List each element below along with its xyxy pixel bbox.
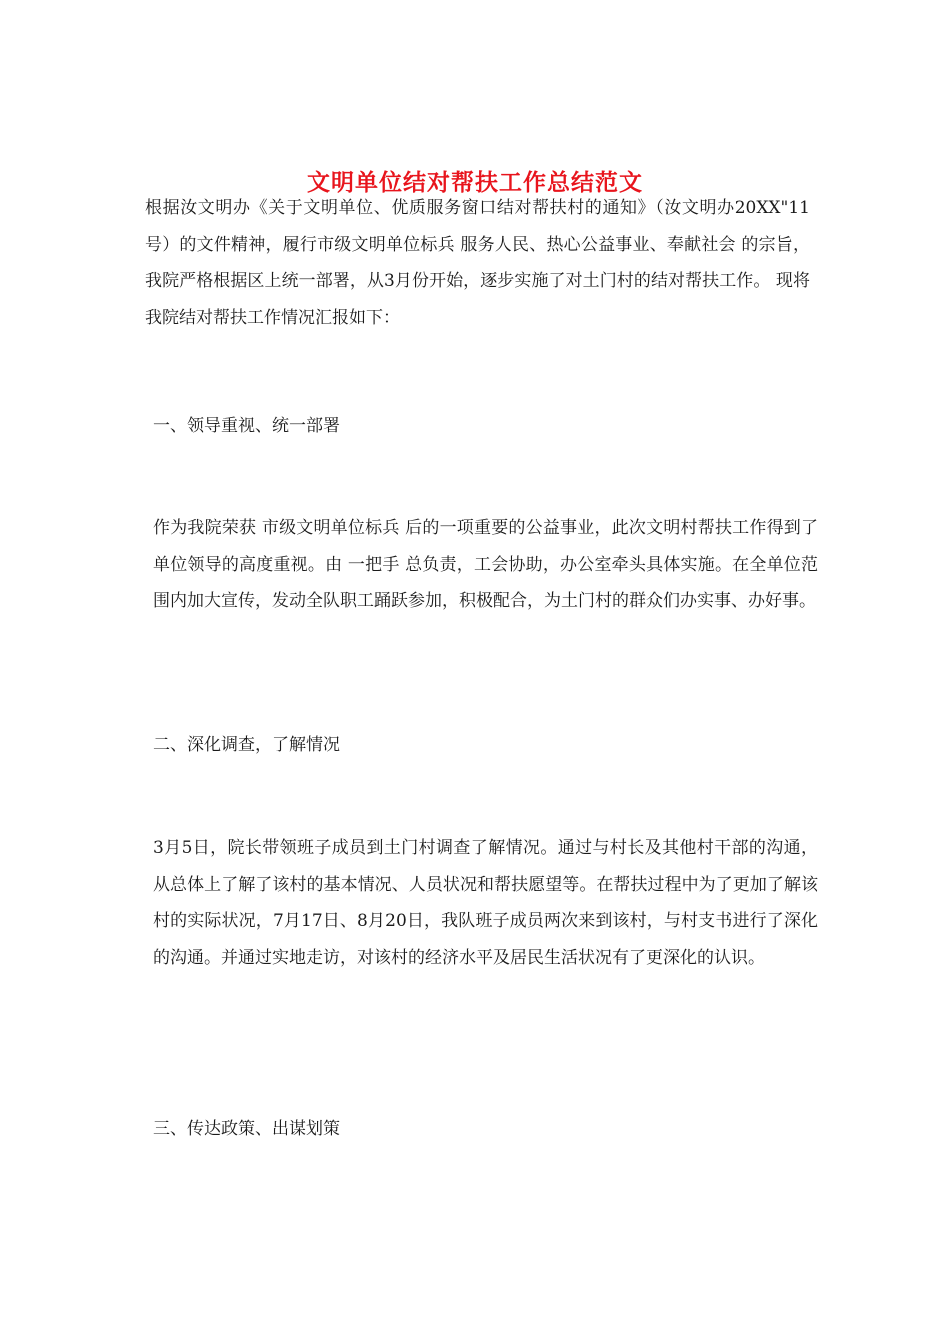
section-2-heading: 二、深化调查，了解情况 [153,735,340,755]
section-1-body: 作为我院荣获 市级文明单位标兵 后的一项重要的公益事业，此次文明村帮扶工作得到了单位领导的高度重视。由 一把手 总负责，工会协助，办公室牵头具体实施。在全单位范围内加大宣传，发动全队职工踊跃参加，积极配合，为土门村的群众们办实事、办好事。 [153,518,818,611]
section-1-heading: 一、领导重视、统一部署 [153,416,340,436]
document-title: 文明单位结对帮扶工作总结范文 [307,169,643,197]
section-2-body: 3月5日，院长带领班子成员到土门村调查了解情况。通过与村长及其他村干部的沟通，从总体上了解了该村的基本情况、人员状况和帮扶愿望等。在帮扶过程中为了更加了解该村的实际状况，7月17日、8月20日，我队班子成员两次来到该村，与村支书进行了深化的沟通。并通过实地走访，对该村的经济水平及居民生活状况有了更深化的认识。 [153,838,818,968]
section-3-heading: 三、传达政策、出谋划策 [153,1119,340,1139]
intro-paragraph: 根据汝文明办《关于文明单位、优质服务窗口结对帮扶村的通知》（汝文明办20XX"11号）的文件精神，履行市级文明单位标兵 服务人民、热心公益事业、奉献社会 的宗旨，我院严格根据区上统一部署，从3月份开始，逐步实施了对土门村的结对帮扶工作。 现将我院结对帮扶工作情况汇报如下： [145,198,810,328]
